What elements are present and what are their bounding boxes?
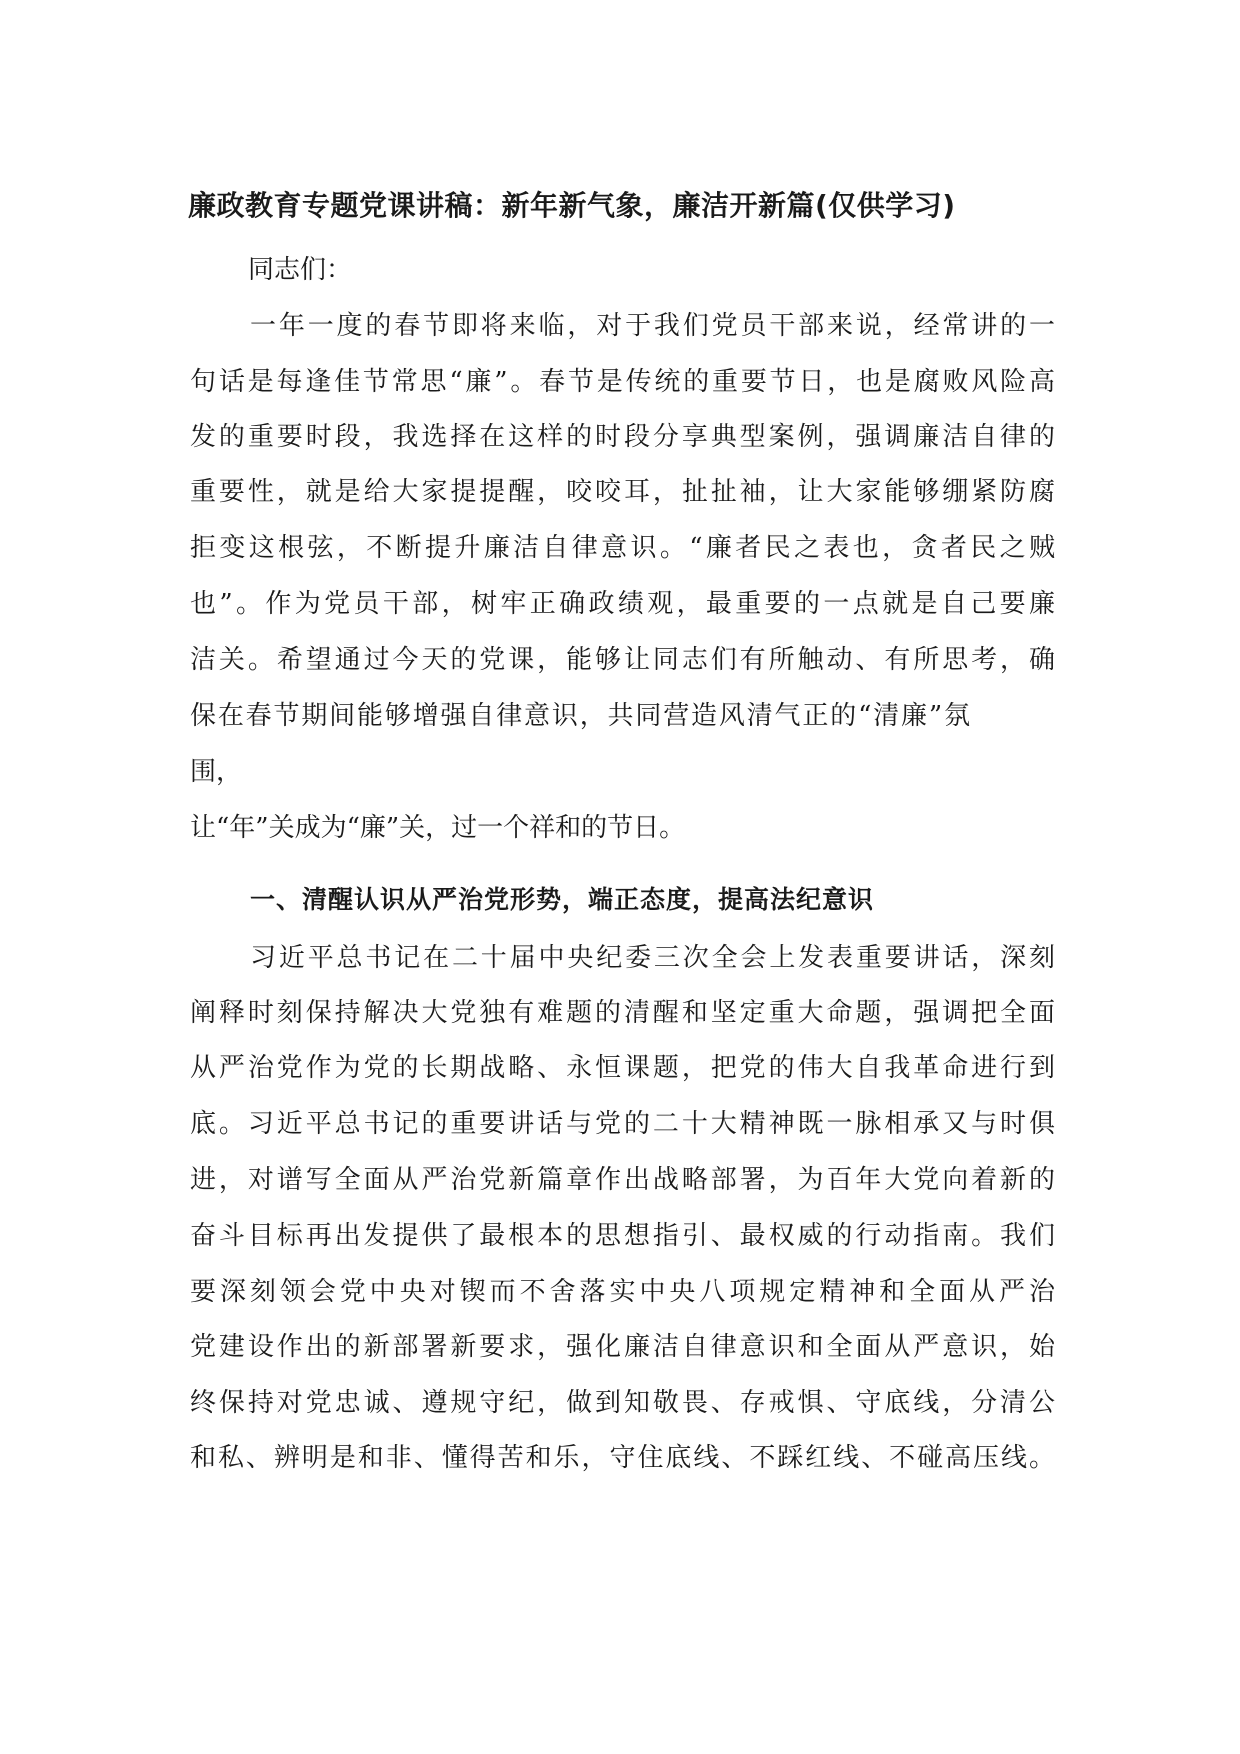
section-1-line-6: 奋斗目标再出发提供了最根本的思想指引、最权威的行动指南。我们 [190,1221,1055,1251]
section-1-line-10: 和私、辨明是和非、懂得苦和乐，守住底线、不踩红线、不碰高压线。 [190,1443,1055,1473]
intro-line-7: 洁关。希望通过今天的党课，能够让同志们有所触动、有所思考，确 [190,645,1055,675]
intro-line-1: 一年一度的春节即将来临，对于我们党员干部来说，经常讲的一 [250,311,1055,341]
intro-line-2: 句话是每逢佳节常思“廉”。春节是传统的重要节日，也是腐败风险高 [190,367,1055,397]
document-title: 廉政教育专题党课讲稿：新年新气象，廉洁开新篇(仅供学习) [188,189,956,222]
greeting: 同志们： [248,255,353,285]
section-1-line-5: 进，对谱写全面从严治党新篇章作出战略部署，为百年大党向着新的 [190,1165,1055,1195]
section-1-heading: 一、清醒认识从严治党形势，端正态度，提高法纪意识 [250,885,875,914]
intro-line-6: 也”。作为党员干部，树牢正确政绩观，最重要的一点就是自己要廉 [190,589,1055,619]
intro-line-4: 重要性，就是给大家提提醒，咬咬耳，扯扯袖，让大家能够绷紧防腐 [190,477,1055,507]
intro-line-8: 保在春节期间能够增强自律意识，共同营造风清气正的“清廉”氛 [190,701,970,731]
section-1-line-8: 党建设作出的新部署新要求，强化廉洁自律意识和全面从严意识，始 [190,1332,1055,1362]
intro-line-3: 发的重要时段，我选择在这样的时段分享典型案例，强调廉洁自律的 [190,422,1055,452]
section-1-line-7: 要深刻领会党中央对锲而不舍落实中央八项规定精神和全面从严治 [190,1277,1055,1307]
intro-line-10: 让“年”关成为“廉”关，过一个祥和的节日。 [190,813,686,843]
section-1-line-4: 底。习近平总书记的重要讲话与党的二十大精神既一脉相承又与时俱 [190,1109,1055,1139]
section-1-line-1: 习近平总书记在二十届中央纪委三次全会上发表重要讲话，深刻 [250,943,1055,973]
section-1-line-3: 从严治党作为党的长期战略、永恒课题，把党的伟大自我革命进行到 [190,1053,1055,1083]
section-1-line-9: 终保持对党忠诚、遵规守纪，做到知敬畏、存戒惧、守底线，分清公 [190,1388,1055,1418]
section-1-line-2: 阐释时刻保持解决大党独有难题的清醒和坚定重大命题，强调把全面 [190,998,1055,1028]
intro-line-5: 拒变这根弦，不断提升廉洁自律意识。“廉者民之表也，贪者民之贼 [190,533,1055,563]
intro-line-9: 围， [190,757,243,787]
